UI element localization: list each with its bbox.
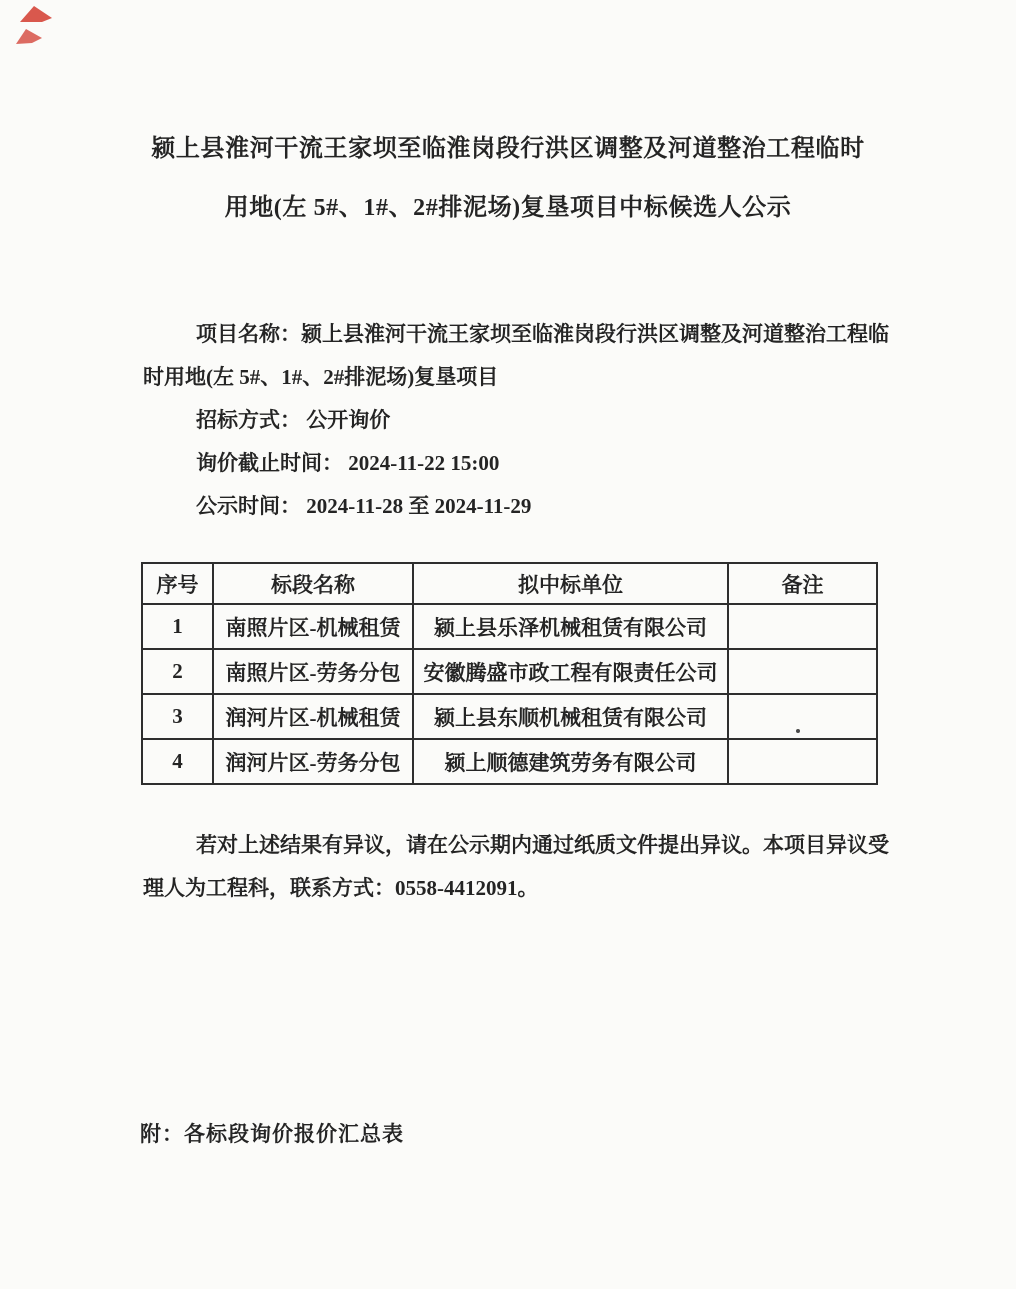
title-line-1: 颍上县淮河干流王家坝至临淮岗段行洪区调整及河道整治工程临时 <box>151 136 865 162</box>
table-row <box>142 649 877 694</box>
seq-cell: 4 <box>142 739 213 784</box>
table-row <box>142 694 877 739</box>
bidding-method: 招标方式： 公开询价 <box>196 408 391 432</box>
remark-cell <box>728 739 877 784</box>
remark-cell <box>728 604 877 649</box>
inquiry-deadline: 询价截止时间： 2024-11-22 15:00 <box>196 451 500 475</box>
table-row <box>142 604 877 649</box>
column-header-remark: 备注 <box>728 563 877 604</box>
section-cell: 润河片区-机械租赁 <box>213 694 413 739</box>
bid-results-table <box>141 562 878 785</box>
seq-cell: 2 <box>142 649 213 694</box>
column-header-winner: 拟中标单位 <box>413 563 728 604</box>
seq-cell: 3 <box>142 694 213 739</box>
section-cell: 南照片区-机械租赁 <box>213 604 413 649</box>
table-row <box>142 739 877 784</box>
project-info <box>143 313 903 528</box>
publicity-period: 公示时间： 2024-11-28 至 2024-11-29 <box>196 494 532 518</box>
title-line-2: 用地(左 5#、1#、2#排泥场)复垦项目中标候选人公示 <box>224 195 792 221</box>
winner-cell: 颍上县东顺机械租赁有限公司 <box>413 694 728 739</box>
winner-cell: 颍上县乐泽机械租赁有限公司 <box>413 604 728 649</box>
ink-speck <box>796 729 800 733</box>
project-name-line-2: 时用地(左 5#、1#、2#排泥场)复垦项目 <box>143 365 499 389</box>
table-header-row <box>142 563 877 604</box>
document-title <box>0 120 1016 238</box>
attachment-note: 附：各标段询价报价汇总表 <box>140 1122 404 1146</box>
column-header-section: 标段名称 <box>213 563 413 604</box>
objection-paragraph <box>143 824 913 910</box>
remark-cell <box>728 694 877 739</box>
winner-cell: 颍上顺德建筑劳务有限公司 <box>413 739 728 784</box>
seq-cell: 1 <box>142 604 213 649</box>
project-name-line-1: 项目名称：颍上县淮河干流王家坝至临淮岗段行洪区调整及河道整治工程临 <box>196 322 889 346</box>
red-pen-mark-icon <box>12 2 84 50</box>
column-header-seq: 序号 <box>142 563 213 604</box>
objection-line-2: 理人为工程科，联系方式：0558-4412091。 <box>143 876 539 900</box>
section-cell: 南照片区-劳务分包 <box>213 649 413 694</box>
remark-cell <box>728 649 877 694</box>
objection-line-1: 若对上述结果有异议，请在公示期内通过纸质文件提出异议。本项目异议受 <box>196 833 889 857</box>
section-cell: 润河片区-劳务分包 <box>213 739 413 784</box>
winner-cell: 安徽腾盛市政工程有限责任公司 <box>413 649 728 694</box>
